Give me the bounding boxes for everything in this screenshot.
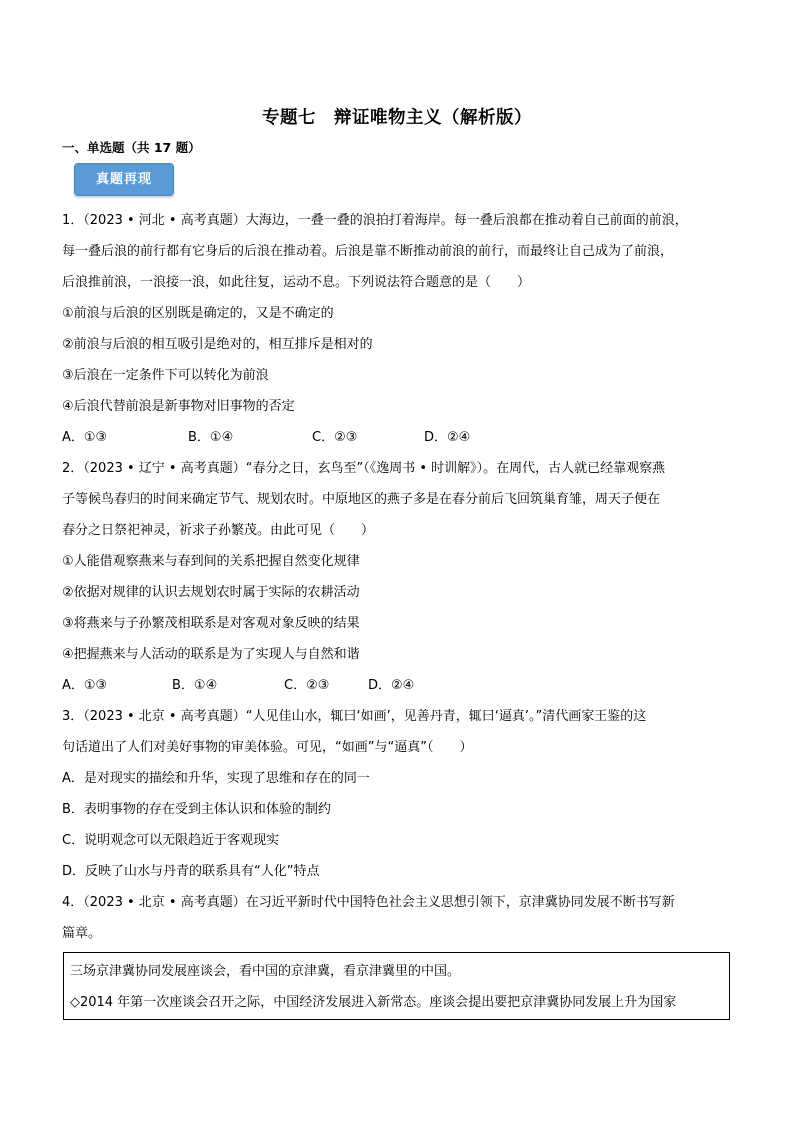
material-line: 三场京津冀协同发展座谈会，看中国的京津冀，看京津冀里的中国。 xyxy=(70,964,461,979)
question-stem-line: 4．（2023 • 北京 • 高考真题）在习近平新时代中国特色社会主义思想引领下，京津冀协同发展不断书写新 xyxy=(62,895,675,910)
section-badge: 真题再现 xyxy=(74,163,174,196)
question-3 xyxy=(62,701,734,887)
question-stem-line: 春分之日祭祀神灵，祈求子孙繁茂。由此可见（ ） xyxy=(62,523,375,538)
question-stem-line: 后浪推前浪，一浪接一浪，如此往复，运动不息。下列说法符合题意的是（ ） xyxy=(62,275,531,290)
answer-options xyxy=(62,670,734,701)
material-box xyxy=(63,952,730,1020)
section-heading: 一、单选题（共 17 题） xyxy=(62,140,201,155)
question-stem-line: 子等候鸟春归的时间来确定节气、规划农时。中原地区的燕子多是在春分前后飞回筑巢育雏，周天子便在 xyxy=(62,492,661,507)
option-d: D．②④ xyxy=(424,430,471,445)
question-list xyxy=(62,205,734,949)
statement-item: ④后浪代替前浪是新事物对旧事物的否定 xyxy=(62,399,295,414)
option-d: D．反映了山水与丹青的联系具有“人化”特点 xyxy=(62,864,320,879)
statement-item: ④把握燕来与人活动的联系是为了实现人与自然和谐 xyxy=(62,647,360,662)
option-c: C．说明观念可以无限趋近于客观现实 xyxy=(62,833,280,848)
statement-item: ①人能借观察燕来与春到间的关系把握自然变化规律 xyxy=(62,554,360,569)
answer-options xyxy=(62,422,734,453)
option-a: A．①③ xyxy=(62,430,108,445)
question-stem-line: 3．（2023 • 北京 • 高考真题）“人见佳山水，辄曰‘如画’，见善丹青，辄曰‘逼真’。”清代画家王鉴的这 xyxy=(62,709,647,724)
option-b: B．①④ xyxy=(172,678,218,693)
statement-item: ②前浪与后浪的相互吸引是绝对的，相互排斥是相对的 xyxy=(62,337,373,352)
question-2 xyxy=(62,453,734,701)
material-line: ◇2014 年第一次座谈会召开之际，中国经济发展进入新常态。座谈会提出要把京津冀协同发展上升为国家 xyxy=(70,995,677,1010)
statement-item: ③将燕来与子孙繁茂相联系是对客观对象反映的结果 xyxy=(62,616,360,631)
option-a: A．①③ xyxy=(62,678,108,693)
option-b: B．①④ xyxy=(188,430,234,445)
question-1 xyxy=(62,205,734,453)
page-title: 专题七 辩证唯物主义（解析版） xyxy=(262,108,532,128)
question-stem-line: 每一叠后浪的前行都有它身后的后浪在推动着。后浪是靠不断推动前浪的前行，而最终让自己成为了前浪， xyxy=(62,244,674,259)
statement-item: ①前浪与后浪的区别既是确定的，又是不确定的 xyxy=(62,306,334,321)
question-stem-line: 篇章。 xyxy=(62,926,102,941)
question-stem-line: 1．（2023 • 河北 • 高考真题）大海边，一叠一叠的浪拍打着海岸。每一叠后浪都在推动着自己前面的前浪， xyxy=(62,213,688,228)
option-c: C．②③ xyxy=(284,678,330,693)
question-stem-line: 句话道出了人们对美好事物的审美体验。可见，“如画”与“逼真”（ ） xyxy=(62,740,473,755)
question-stem-line: 2．（2023 • 辽宁 • 高考真题）“春分之日，玄鸟至”（《逸周书 • 时训解》）。在周代，古人就已经靠观察燕 xyxy=(62,461,666,476)
option-c: C．②③ xyxy=(312,430,358,445)
option-b: B．表明事物的存在受到主体认识和体验的制约 xyxy=(62,802,331,817)
option-a: A．是对现实的描绘和升华，实现了思维和存在的同一 xyxy=(62,771,370,786)
statement-item: ②依据对规律的认识去规划农时属于实际的农耕活动 xyxy=(62,585,360,600)
option-d: D．②④ xyxy=(368,678,415,693)
question-4 xyxy=(62,887,734,949)
statement-item: ③后浪在一定条件下可以转化为前浪 xyxy=(62,368,269,383)
